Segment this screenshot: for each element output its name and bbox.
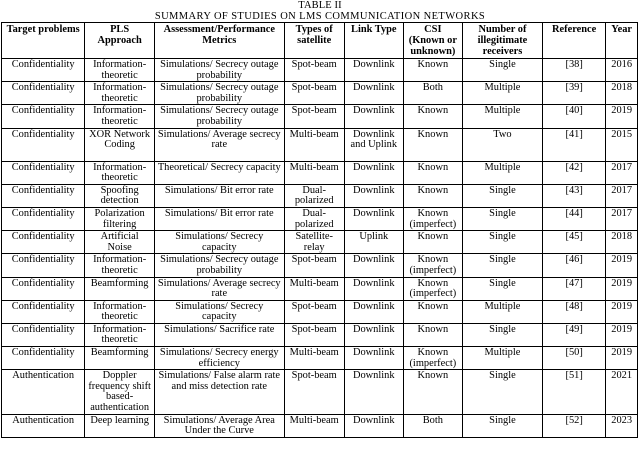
table-row <box>2 82 638 105</box>
cell-satellite: Spot-beam <box>284 323 344 346</box>
table-row <box>2 128 638 161</box>
cell-metrics: Simulations/ Secrecy outage probability <box>154 59 284 82</box>
cell-link: Downlink <box>344 254 403 277</box>
cell-metrics: Simulations/ Secrecy capacity <box>154 300 284 323</box>
cell-receivers: Single <box>462 254 542 277</box>
cell-receivers: Two <box>462 128 542 161</box>
cell-target: Confidentiality <box>2 300 85 323</box>
table-caption <box>0 0 640 22</box>
cell-approach: Information-theoretic <box>85 323 155 346</box>
table-row <box>2 370 638 414</box>
cell-reference: [38] <box>543 59 606 82</box>
cell-receivers: Single <box>462 207 542 230</box>
header-reference: Reference <box>543 23 606 59</box>
table-body <box>2 59 638 438</box>
table-row <box>2 231 638 254</box>
cell-metrics: Simulations/ Secrecy outage probability <box>154 254 284 277</box>
cell-csi: Known <box>403 300 462 323</box>
cell-year: 2023 <box>606 414 638 437</box>
cell-reference: [41] <box>543 128 606 161</box>
cell-approach: Information-theoretic <box>85 105 155 128</box>
table-row <box>2 414 638 437</box>
table-title: SUMMARY OF STUDIES ON LMS COMMUNICATION NETWORKS <box>154 11 486 22</box>
cell-metrics: Simulations/ Bit error rate <box>154 207 284 230</box>
cell-target: Confidentiality <box>2 184 85 207</box>
cell-metrics: Theoretical/ Secrecy capacity <box>154 161 284 184</box>
cell-target: Confidentiality <box>2 128 85 161</box>
cell-metrics: Simulations/ False alarm rate and miss detection rate <box>154 370 284 414</box>
header-satellite-type: Types of satellite <box>284 23 344 59</box>
table-row <box>2 207 638 230</box>
cell-metrics: Simulations/ Secrecy energy efficiency <box>154 347 284 370</box>
cell-csi: Both <box>403 82 462 105</box>
cell-link: Downlink <box>344 82 403 105</box>
cell-satellite: Multi-beam <box>284 277 344 300</box>
cell-approach: XOR Network Coding <box>85 128 155 161</box>
cell-satellite: Multi-beam <box>284 161 344 184</box>
cell-metrics: Simulations/ Secrecy outage probability <box>154 105 284 128</box>
cell-year: 2017 <box>606 207 638 230</box>
cell-satellite: Spot-beam <box>284 59 344 82</box>
cell-target: Confidentiality <box>2 161 85 184</box>
cell-link: Downlink <box>344 277 403 300</box>
cell-csi: Known <box>403 161 462 184</box>
cell-target: Confidentiality <box>2 254 85 277</box>
cell-year: 2019 <box>606 323 638 346</box>
cell-receivers: Single <box>462 59 542 82</box>
cell-link: Downlink <box>344 161 403 184</box>
cell-receivers: Single <box>462 184 542 207</box>
cell-year: 2019 <box>606 347 638 370</box>
cell-reference: [40] <box>543 105 606 128</box>
cell-approach: Doppler frequency shift based-authentication <box>85 370 155 414</box>
cell-approach: Information-theoretic <box>85 59 155 82</box>
cell-metrics: Simulations/ Sacrifice rate <box>154 323 284 346</box>
header-year: Year <box>606 23 638 59</box>
cell-satellite: Dual-polarized <box>284 207 344 230</box>
cell-reference: [46] <box>543 254 606 277</box>
cell-year: 2017 <box>606 184 638 207</box>
cell-year: 2017 <box>606 161 638 184</box>
cell-satellite: Spot-beam <box>284 370 344 414</box>
cell-csi: Known <box>403 323 462 346</box>
table-row <box>2 184 638 207</box>
cell-satellite: Spot-beam <box>284 254 344 277</box>
cell-receivers: Single <box>462 323 542 346</box>
cell-satellite: Multi-beam <box>284 128 344 161</box>
cell-satellite: Dual-polarized <box>284 184 344 207</box>
table-row <box>2 59 638 82</box>
cell-csi: Known (imperfect) <box>403 277 462 300</box>
cell-approach: Deep learning <box>85 414 155 437</box>
cell-reference: [44] <box>543 207 606 230</box>
header-metrics: Assessment/Performance Metrics <box>154 23 284 59</box>
cell-csi: Known (imperfect) <box>403 207 462 230</box>
cell-link: Downlink <box>344 323 403 346</box>
cell-receivers: Single <box>462 277 542 300</box>
cell-approach: Artificial Noise <box>85 231 155 254</box>
cell-satellite: Spot-beam <box>284 105 344 128</box>
cell-target: Confidentiality <box>2 207 85 230</box>
cell-link: Downlink <box>344 207 403 230</box>
cell-approach: Information-theoretic <box>85 161 155 184</box>
cell-reference: [49] <box>543 323 606 346</box>
cell-target: Confidentiality <box>2 323 85 346</box>
table-row <box>2 105 638 128</box>
cell-approach: Information-theoretic <box>85 82 155 105</box>
cell-link: Downlink <box>344 59 403 82</box>
cell-csi: Known <box>403 231 462 254</box>
cell-metrics: Simulations/ Secrecy capacity <box>154 231 284 254</box>
header-csi: CSI (Known or unknown) <box>403 23 462 59</box>
cell-csi: Known <box>403 370 462 414</box>
cell-receivers: Single <box>462 370 542 414</box>
header-target-problems: Target problems <box>2 23 85 59</box>
cell-receivers: Multiple <box>462 82 542 105</box>
cell-metrics: Simulations/ Bit error rate <box>154 184 284 207</box>
cell-target: Confidentiality <box>2 59 85 82</box>
cell-csi: Known <box>403 128 462 161</box>
cell-reference: [45] <box>543 231 606 254</box>
cell-receivers: Single <box>462 231 542 254</box>
cell-csi: Known <box>403 59 462 82</box>
cell-year: 2016 <box>606 59 638 82</box>
cell-link: Uplink <box>344 231 403 254</box>
cell-target: Confidentiality <box>2 105 85 128</box>
cell-metrics: Simulations/ Average secrecy rate <box>154 128 284 161</box>
header-pls-approach: PLS Approach <box>85 23 155 59</box>
cell-approach: Polarization filtering <box>85 207 155 230</box>
cell-satellite: Spot-beam <box>284 82 344 105</box>
cell-reference: [48] <box>543 300 606 323</box>
cell-approach: Information-theoretic <box>85 300 155 323</box>
cell-year: 2018 <box>606 231 638 254</box>
cell-approach: Beamforming <box>85 347 155 370</box>
table-number: TABLE II <box>298 0 342 11</box>
cell-receivers: Single <box>462 414 542 437</box>
table-row <box>2 277 638 300</box>
table-row <box>2 347 638 370</box>
cell-approach: Spoofing detection <box>85 184 155 207</box>
cell-year: 2019 <box>606 277 638 300</box>
cell-satellite: Spot-beam <box>284 300 344 323</box>
cell-link: Downlink <box>344 105 403 128</box>
cell-metrics: Simulations/ Average Area Under the Curve <box>154 414 284 437</box>
cell-year: 2019 <box>606 254 638 277</box>
cell-receivers: Multiple <box>462 347 542 370</box>
summary-table <box>1 22 638 438</box>
cell-metrics: Simulations/ Secrecy outage probability <box>154 82 284 105</box>
cell-reference: [51] <box>543 370 606 414</box>
cell-link: Downlink <box>344 414 403 437</box>
cell-reference: [52] <box>543 414 606 437</box>
cell-link: Downlink <box>344 370 403 414</box>
cell-satellite: Satellite-relay <box>284 231 344 254</box>
cell-csi: Both <box>403 414 462 437</box>
cell-target: Confidentiality <box>2 277 85 300</box>
cell-reference: [43] <box>543 184 606 207</box>
cell-link: Downlink <box>344 300 403 323</box>
cell-year: 2019 <box>606 105 638 128</box>
cell-satellite: Multi-beam <box>284 347 344 370</box>
cell-year: 2021 <box>606 370 638 414</box>
table-row <box>2 254 638 277</box>
cell-reference: [50] <box>543 347 606 370</box>
header-row <box>2 23 638 59</box>
cell-csi: Known (imperfect) <box>403 347 462 370</box>
cell-target: Authentication <box>2 370 85 414</box>
cell-target: Confidentiality <box>2 82 85 105</box>
cell-receivers: Multiple <box>462 300 542 323</box>
cell-year: 2015 <box>606 128 638 161</box>
cell-target: Authentication <box>2 414 85 437</box>
table-row <box>2 323 638 346</box>
cell-approach: Beamforming <box>85 277 155 300</box>
cell-reference: [39] <box>543 82 606 105</box>
cell-year: 2019 <box>606 300 638 323</box>
cell-link: Downlink and Uplink <box>344 128 403 161</box>
header-link-type: Link Type <box>344 23 403 59</box>
cell-link: Downlink <box>344 347 403 370</box>
table-row <box>2 161 638 184</box>
cell-target: Confidentiality <box>2 231 85 254</box>
cell-reference: [42] <box>543 161 606 184</box>
cell-receivers: Multiple <box>462 161 542 184</box>
cell-reference: [47] <box>543 277 606 300</box>
cell-csi: Known (imperfect) <box>403 254 462 277</box>
cell-metrics: Simulations/ Average secrecy rate <box>154 277 284 300</box>
cell-satellite: Multi-beam <box>284 414 344 437</box>
cell-link: Downlink <box>344 184 403 207</box>
table-row <box>2 300 638 323</box>
cell-approach: Information-theoretic <box>85 254 155 277</box>
cell-csi: Known <box>403 184 462 207</box>
cell-target: Confidentiality <box>2 347 85 370</box>
cell-year: 2018 <box>606 82 638 105</box>
cell-csi: Known <box>403 105 462 128</box>
cell-receivers: Multiple <box>462 105 542 128</box>
header-illegitimate-receivers: Number of illegitimate receivers <box>462 23 542 59</box>
